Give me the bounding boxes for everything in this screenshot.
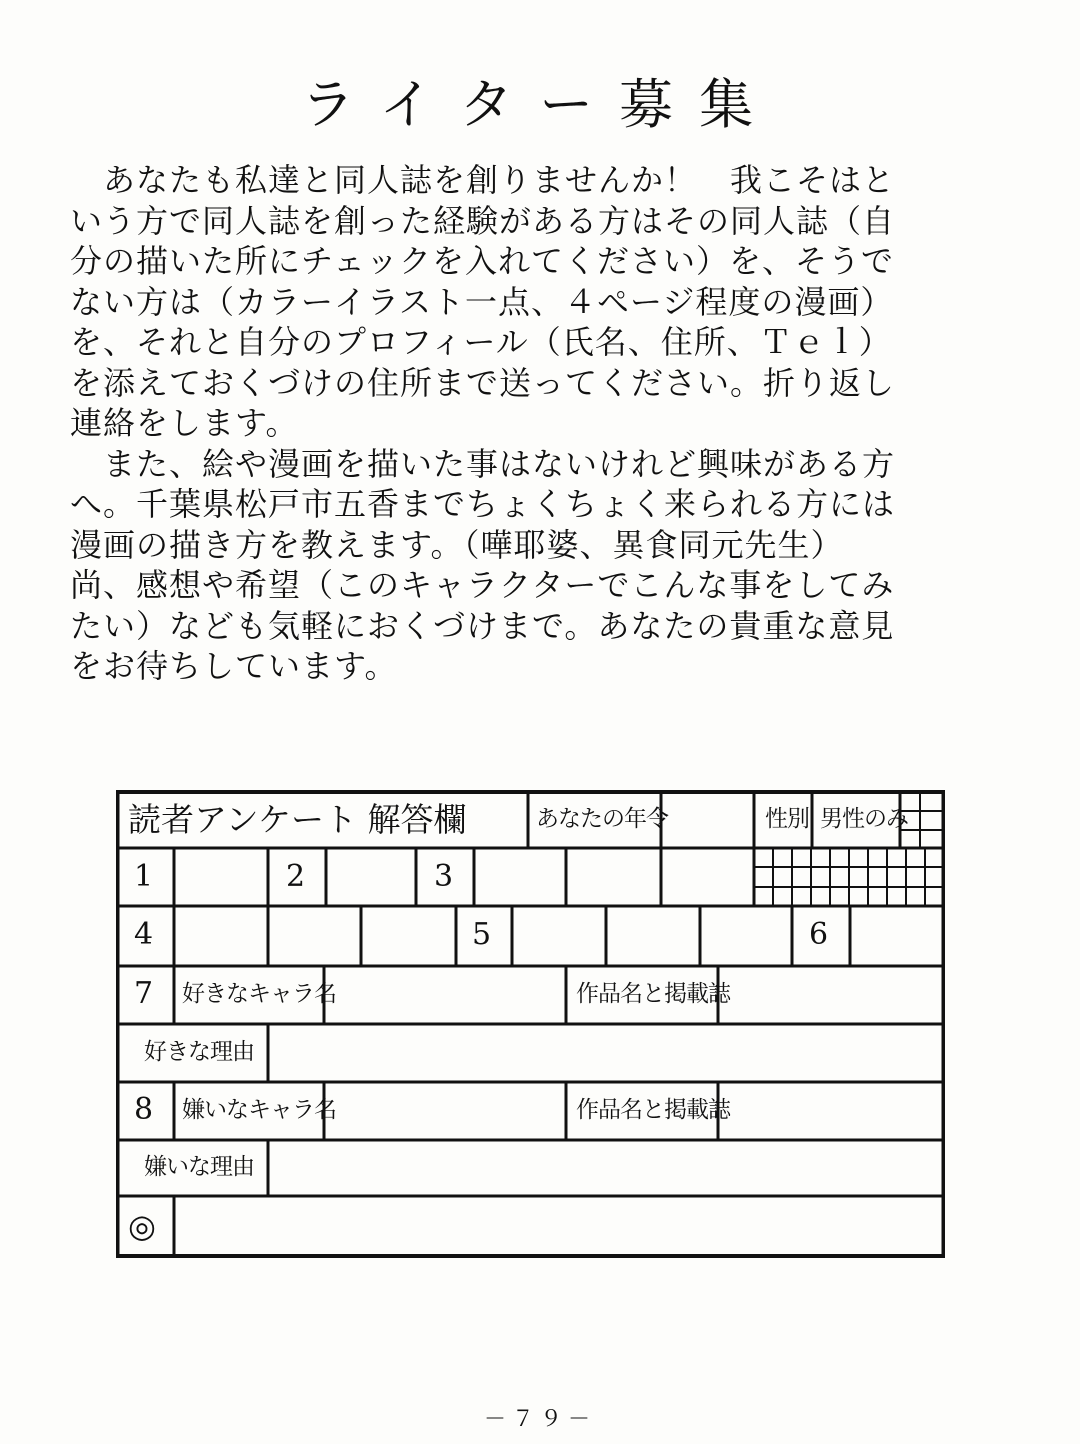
- question-number-6: 6: [809, 917, 829, 952]
- body-line: 漫画の描き方を教えます。（嘩耶婆、異食同元先生）: [70, 525, 844, 564]
- body-line: いう方で同人誌を創った経験がある方はその同人誌（自: [70, 201, 896, 240]
- body-line: 尚、感想や希望（このキャラクターでこんな事をしてみ: [70, 566, 895, 604]
- answer-3-field[interactable]: [476, 850, 564, 904]
- body-line: へ。千葉県松戸市五香までちょくちょく来られる方には: [70, 485, 896, 523]
- answer-1-field[interactable]: [176, 850, 266, 904]
- question-number-5: 5: [472, 917, 492, 952]
- answer-5-field[interactable]: [514, 908, 604, 964]
- favorite-character-field[interactable]: [326, 968, 564, 1022]
- survey-header: 読者アンケート 解答欄: [128, 800, 467, 839]
- question-number-4: 4: [134, 917, 154, 952]
- question-number-3: 3: [434, 859, 454, 894]
- answer-4-field[interactable]: [176, 908, 266, 964]
- body-line: 連絡をします。: [70, 404, 299, 442]
- page-title: ライター募集: [300, 73, 780, 136]
- age-field[interactable]: [664, 794, 752, 846]
- gender-label: 性別: [765, 806, 809, 832]
- question-number-8: 8: [134, 1092, 154, 1127]
- body-line: を添えておくづけの住所まで送ってください。折り返し: [70, 363, 896, 402]
- body-line: をお待ちしています。: [70, 647, 398, 685]
- favorite-reason-label: 好きな理由: [144, 1039, 254, 1065]
- disliked-character-label: 嫌いなキャラ名: [182, 1097, 336, 1123]
- body-line: あなたも私達と同人誌を創りませんか！ 我こそはと: [70, 161, 896, 199]
- disliked-reason-label: 嫌いな理由: [144, 1154, 254, 1180]
- disliked-reason-field[interactable]: [270, 1142, 942, 1194]
- age-label: あなたの年令: [536, 806, 668, 832]
- reader-survey-form: [116, 790, 945, 1258]
- page-number: －７９－: [483, 1407, 596, 1432]
- work-and-magazine-label: 作品名と掲載誌: [576, 1097, 730, 1123]
- free-comment-field[interactable]: [176, 1198, 942, 1254]
- answer-2-field[interactable]: [328, 850, 414, 904]
- body-line: を、それと自分のプロフィール（氏名、住所、Ｔｅｌ）: [70, 323, 892, 361]
- question-number-7: 7: [134, 976, 154, 1011]
- favorite-character-label: 好きなキャラ名: [182, 981, 336, 1007]
- disliked-character-field[interactable]: [326, 1084, 564, 1138]
- question-number-2: 2: [286, 859, 306, 894]
- body-line: ない方は（カラーイラスト一点、４ページ程度の漫画）: [70, 282, 894, 321]
- question-number-1: 1: [134, 859, 154, 894]
- body-line: また、絵や漫画を描いた事はないけれど興味がある方: [70, 444, 896, 483]
- body-line: たい）なども気軽におくづけまで。あなたの貴重な意見: [70, 606, 895, 645]
- recruitment-text: [70, 160, 1020, 687]
- body-line: 分の描いた所にチェックを入れてください）を、そうで: [70, 242, 895, 280]
- work-and-magazine-label: 作品名と掲載誌: [576, 981, 730, 1007]
- male-only-label: 男性のみ: [820, 806, 908, 832]
- double-circle-icon: ◎: [128, 1207, 156, 1245]
- answer-6-field[interactable]: [852, 908, 942, 964]
- favorite-work-field[interactable]: [720, 968, 942, 1022]
- favorite-reason-field[interactable]: [270, 1026, 942, 1080]
- disliked-work-field[interactable]: [720, 1084, 942, 1138]
